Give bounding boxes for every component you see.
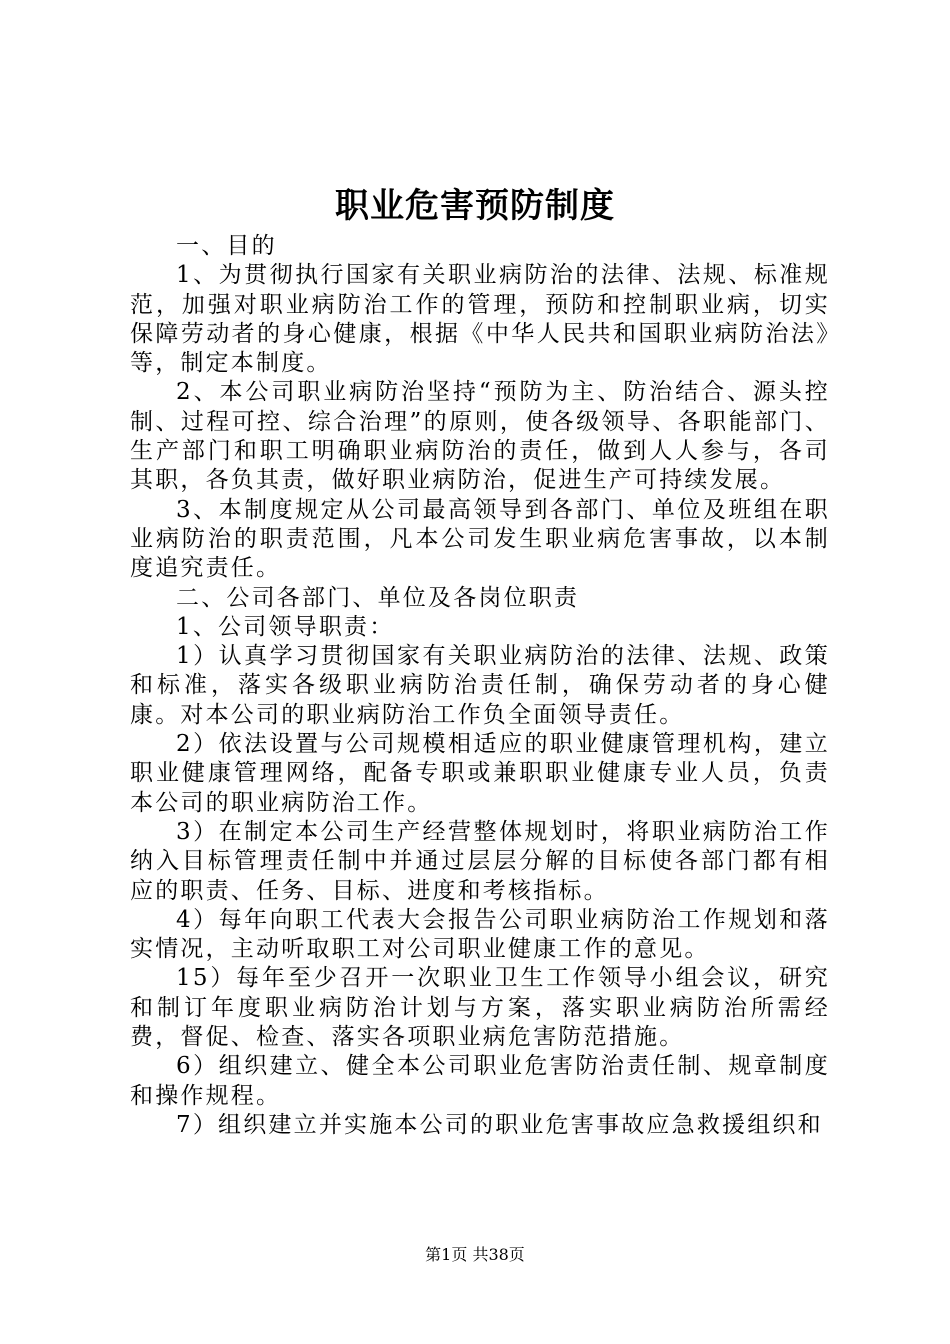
paragraph-purpose-1: 1、为贯彻执行国家有关职业病防治的法律、法规、标准规范，加强对职业病防治工作的管理，预防和控制职业病，切实保障劳动者的身心健康，根据《中华人民共和国职业病防治法》等，制定本制度。 bbox=[130, 262, 830, 377]
paragraph-leader-duties-heading: 1、公司领导职责： bbox=[176, 613, 395, 640]
paragraph-duty-7: 7）组织建立并实施本公司的职业危害事故应急救援组织和 bbox=[176, 1111, 823, 1138]
paragraph-duty-2: 2）依法设置与公司规模相适应的职业健康管理机构，建立职业健康管理网络，配备专职或兼职职业健康专业人员，负责本公司的职业病防治工作。 bbox=[130, 731, 830, 816]
paragraph-duty-5: 15）每年至少召开一次职业卫生工作领导小组会议，研究和制订年度职业病防治计划与方案，落实职业病防治所需经费，督促、检查、落实各项职业病危害防范措施。 bbox=[130, 965, 830, 1051]
paragraph-section-2-heading: 二、公司各部门、单位及各岗位职责 bbox=[176, 584, 580, 611]
paragraph-purpose-3: 3、本制度规定从公司最高领导到各部门、单位及班组在职业病防治的职责范围，凡本公司发生职业病危害事故，以本制度追究责任。 bbox=[130, 496, 830, 582]
document-title: 职业危害预防制度 bbox=[335, 186, 615, 226]
paragraph-purpose-2: 2、本公司职业病防治坚持“预防为主、防治结合、源头控制、过程可控、综合治理”的原则，使各级领导、各职能部门、生产部门和职工明确职业病防治的责任，做到人人参与，各司其职，各负其责，做好职业病防治，促进生产可持续发展。 bbox=[130, 379, 830, 494]
page-footer: 第1页 共38页 bbox=[425, 1245, 525, 1264]
paragraph-duty-4: 4）每年向职工代表大会报告公司职业病防治工作规划和落实情况，主动听取职工对公司职业健康工作的意见。 bbox=[130, 906, 830, 963]
paragraph-section-1-heading: 一、目的 bbox=[176, 233, 277, 259]
document-body bbox=[130, 232, 830, 1140]
paragraph-duty-3: 3）在制定本公司生产经营整体规划时，将职业病防治工作纳入目标管理责任制中并通过层层分解的目标使各部门都有相应的职责、任务、目标、进度和考核指标。 bbox=[130, 818, 830, 904]
paragraph-duty-1: 1）认真学习贯彻国家有关职业病防治的法律、法规、政策和标准，落实各级职业病防治责任制，确保劳动者的身心健康。对本公司的职业病防治工作负全面领导责任。 bbox=[130, 643, 830, 728]
paragraph-duty-6: 6）组织建立、健全本公司职业危害防治责任制、规章制度和操作规程。 bbox=[130, 1053, 830, 1109]
